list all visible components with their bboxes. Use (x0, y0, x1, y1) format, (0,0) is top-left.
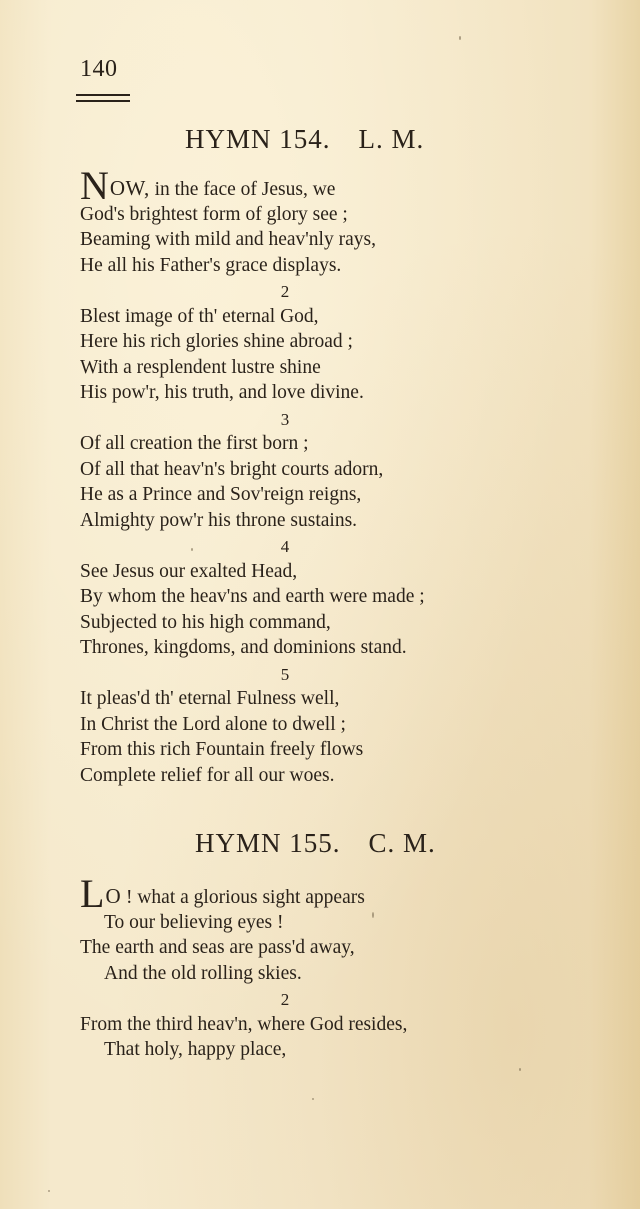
verse-number: 2 (280, 990, 290, 1009)
verse-line: To our believing eyes ! (104, 911, 284, 933)
paper-speck (459, 36, 461, 40)
verse-line: Thrones, kingdoms, and dominions stand. (80, 637, 407, 658)
verse-line: He all his Father's grace displays. (80, 254, 342, 276)
verse-line: Of all creation the first born ; (80, 433, 309, 454)
verse-line: Of all that heav'n's bright courts adorn, (80, 458, 384, 480)
verse-line: By whom the heav'ns and earth were made ; (80, 586, 425, 607)
hymn-meter: L. M. (358, 124, 425, 154)
paper-speck (48, 1190, 50, 1192)
verse-line: The earth and seas are pass'd away, (80, 937, 355, 958)
header-rule (76, 94, 130, 96)
paper-speck (372, 912, 374, 918)
paper-speck (191, 548, 193, 551)
verse-line: Blest image of th' eternal God, (80, 305, 319, 327)
verse-line: Here his rich glories shine abroad ; (80, 331, 353, 352)
verse-number: 5 (280, 664, 290, 684)
verse-number: 3 (280, 409, 290, 429)
verse-line: Complete relief for all our woes. (80, 764, 335, 786)
page-number: 140 (80, 56, 118, 82)
verse-line: With a resplendent lustre shine (80, 356, 321, 378)
verse-line: From the third heav'n, where God resides, (80, 1013, 408, 1035)
hymn-number: HYMN 154. (185, 124, 331, 154)
hymn-155-text (80, 871, 490, 1063)
verse-line: In Christ the Lord alone to dwell ; (80, 713, 346, 735)
hymn-meter: C. M. (368, 828, 436, 858)
verse-line: That holy, happy place, (104, 1039, 287, 1060)
verse-number: 2 (280, 282, 290, 301)
first-word-rest: OW, (109, 176, 150, 200)
first-line (80, 163, 490, 208)
hymn-155-title (195, 828, 436, 859)
verse-line: His pow'r, his truth, and love divine. (80, 382, 364, 403)
hymn-number: HYMN 155. (195, 828, 341, 858)
first-line-text: ! what a glorious sight appears (121, 887, 365, 908)
drop-cap: N (80, 163, 109, 208)
verse-line: It pleas'd th' eternal Fulness well, (80, 688, 340, 709)
verse-number: 4 (280, 537, 290, 556)
verse-line: Beaming with mild and heav'nly rays, (80, 229, 376, 250)
first-line (80, 871, 490, 916)
verse-line: From this rich Fountain freely flows (80, 739, 364, 760)
verse-line: He as a Prince and Sov'reign reigns, (80, 484, 362, 505)
hymn-154-title (185, 124, 424, 155)
verse-line: And the old rolling skies. (104, 962, 302, 984)
drop-cap: L (80, 871, 105, 916)
hymn-154-text (80, 163, 490, 788)
first-word-rest: O (105, 884, 122, 908)
verse-line: Almighty pow'r his throne sustains. (80, 509, 358, 531)
verse-line: God's brightest form of glory see ; (80, 203, 348, 225)
first-line-text: in the face of Jesus, we (149, 179, 336, 200)
verse-line: See Jesus our exalted Head, (80, 560, 298, 582)
verse-line: Subjected to his high command, (80, 611, 331, 633)
header-rule (76, 100, 130, 102)
paper-speck (519, 1068, 521, 1071)
paper-speck (312, 1098, 314, 1100)
